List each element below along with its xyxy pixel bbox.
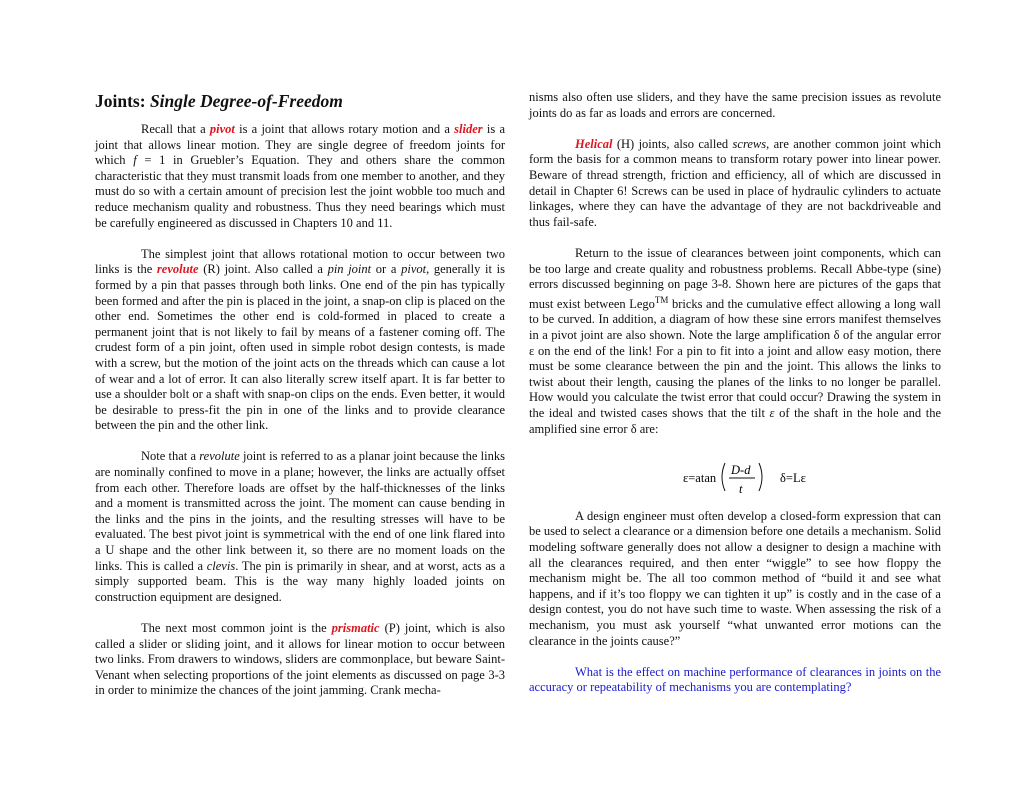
text-run: . The pin is primarily in shear, and at worst, acts as a simply supported beam. This is the way many highly loaded joints on construction equipment are designed. [95, 558, 505, 604]
equation-numerator: D-d [731, 462, 751, 477]
right-paren [759, 463, 762, 491]
text-run: or a [371, 262, 402, 277]
paragraph-design-engineer: A design engineer must often develop a closed-form expression that can be used to select a clearance or a dimension before one details a mechanism. Solid modeling software generally does not allow a designer to design a machine with all the clearances required, and then enter “wiggle” to see how floppy the mechanism might be. The all too common method of “build it and see what happens, and if it’s too floppy we can tighten it up” is costly and in the case of a design contest, you do not have such time to waste. When assessing the risk of a mechanism, you must ask yourself “what unwanted error motions can the clearance in the joints cause?” [529, 508, 941, 648]
text-run: (P) joint, which is also called a slider or sliding joint, and it allows for linear motion to occur between two links. From drawers to windows, sliders are commonplace, but beware Saint-Venant when selecting proportions of the joint elements as discussed on page 3-3 in order to minimize the chances of the joint jamming. Crank mecha- [95, 621, 505, 698]
paragraph-pivot-slider [95, 122, 505, 231]
trademark-superscript: TM [654, 294, 669, 305]
heading-bold: Joints: [95, 91, 146, 111]
equation-graphic [649, 453, 849, 501]
paragraph-planar-joint [95, 449, 505, 605]
term-pin-joint: pin joint [327, 262, 372, 277]
equation-denominator: t [739, 481, 743, 496]
text-run: bricks and the cumulative effect allowing a long wall to be curved. In addition, a diagram of how these sine errors manifest themselves in a pivot joint are also shown. Note the large amplification δ of the angular error ε on the end of the link! For a pin to fit into a joint and allow easy motion, there must be some clearance between the pin and the joint. This allows the links to twist about their length, causing the planes of the links to no longer be parallel. How would you calculate the twist error that could occur? Drawing the system in the ideal and twisted cases shows that the tilt [529, 296, 942, 421]
text-run: , are another common joint which form the basis for a common means to transform rotary power into linear power. Beware of thread strength, friction and efficiency, all of which are discussed in detail in Chapter 6! Screws can be used in place of hydraulic cylinders to actuate linkages, where they can have the advantage of they are not backdriveable and thus fail-safe. [529, 136, 941, 229]
equation-rhs: δ=Lε [780, 470, 806, 485]
equation-lhs: ε=atan [683, 470, 717, 485]
text-run: Note that a [141, 449, 200, 464]
keyword-revolute: revolute [156, 262, 199, 277]
term-revolute: revolute [199, 449, 240, 464]
paragraph-continuation: nisms also often use sliders, and they have the same precision issues as revolute joints do as far as loads and errors are concerned. [529, 90, 941, 120]
paragraph-revolute [95, 247, 505, 434]
left-paren [722, 463, 725, 491]
text-run: The simplest joint that allows rotational motion to occur between two links is the [95, 246, 505, 277]
question-text: What is the effect on machine performance of clearances in joints on the accuracy or repeatability of mechanisms you are contemplating? [529, 664, 941, 695]
paragraph-prismatic [95, 621, 505, 699]
text-run: (R) joint. Also called a [198, 262, 328, 277]
text-run: joint is referred to as a planar joint because the links are nominally confined to move in a plane; however, the links are actually offset from each other. Therefore loads are offset by the half-thicknesses of the links and a moment is transmitted across the joint. The moment can cause bending in the links and the pins in the joints, and the resulting stresses will have to be evaluated. The best pivot joint is symmetrical with the end of one link flared into a U shape and the other link between it, so there are no moment loads on the links. This is called a [95, 449, 505, 573]
term-pivot: pivot [401, 262, 427, 277]
paragraph-clearances [529, 246, 941, 437]
equation [529, 453, 941, 501]
paragraph-helical [529, 137, 941, 231]
text-run: The next most common joint is the [141, 621, 332, 635]
keyword-pivot: pivot [209, 122, 235, 136]
variable-f: f [133, 153, 137, 168]
text-run: Recall that a [141, 122, 210, 136]
text-run: (H) joints, also called [612, 136, 733, 151]
left-column [95, 90, 505, 715]
text-run: is a joint that allows linear motion. They are single degree of freedom joints for which [95, 122, 505, 168]
text-run: Return to the issue of clearances between joint components, which can be too large and create quality and robustness problems. Recall Abbe-type (sine) errors discussed beginning on page 3-8. Shown here are pictures of the gaps that must exist between Lego [529, 245, 941, 311]
keyword-prismatic: prismatic [331, 621, 380, 635]
text-run: is a joint that allows rotary motion and a [234, 122, 455, 136]
term-clevis: clevis [206, 558, 236, 573]
text-run: of the shaft in the hole and the amplified sine error δ are: [529, 406, 941, 436]
text-run: , generally it is formed by a pin that passes through both links. One end of the pin has typically been formed and after the pin is placed in the joint, a snap-on clip is placed on the other end. Sometimes the other end is cold-formed in placed to create a permanent joint that is not likely to fail by means of a fastener coming off. The crudest form of a pin joint, often used in simple robot design contests, is made with a screw, but the motion of the joint acts on the threads which can cause a lot of wear and a lot of error. It can also literally screw itself apart. It is far better to use a shoulder bolt or a shaft with snap-on clips on the ends. Even better, it would be desirable to press-fit the pin in one of the links and to provide clearance between the pin and the other link. [95, 262, 505, 433]
symbol-epsilon: ε [769, 406, 775, 421]
heading-italic: Single Degree-of-Freedom [149, 91, 343, 111]
text-run: = 1 in Gruebler’s Equation. They and others share the common characteristic that they must transmit loads from one member to another, and they must do so with a certain amount of precision lest the joint wobble too much and reduce mechanism quality and robustness. Thus they need bearings which must be carefully engineered as discussed in Chapters 10 and 11. [95, 153, 505, 230]
right-column [529, 90, 941, 712]
term-screws: screws [732, 136, 767, 151]
keyword-slider: slider [454, 122, 483, 136]
keyword-helical: Helical [575, 136, 613, 151]
section-heading [95, 90, 505, 112]
